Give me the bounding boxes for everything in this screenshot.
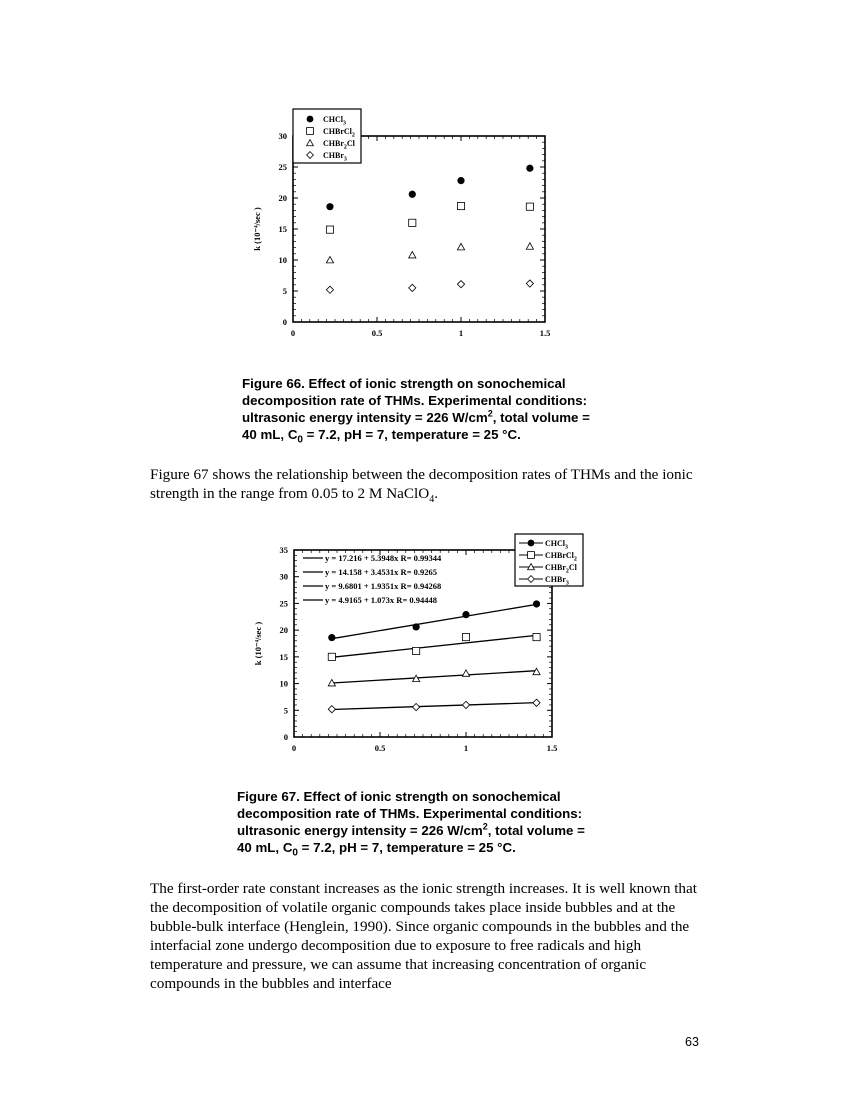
fig67-point-s3-p1 (413, 703, 420, 710)
fig66-legend-label-3-part-0: CHBr (323, 151, 344, 160)
fig66-point-s2-p2 (457, 243, 464, 249)
fig67-fit-line-1 (332, 635, 537, 657)
fig66-point-s3-p1 (409, 284, 416, 291)
figure-67-caption-line-1: Effect of ionic strength on sonochemical (303, 789, 561, 804)
fig66-legend-label-1-part-0: CHBrCl (323, 127, 352, 136)
fig67-xtick-label: 0.5 (374, 743, 386, 753)
fig67-point-s1-p0 (328, 653, 335, 660)
fig66-point-s0-p1 (409, 191, 416, 198)
fig66-point-s0-p3 (526, 165, 533, 172)
figure-67-chart (0, 520, 850, 770)
fig66-xtick-label: 0 (290, 328, 296, 338)
fig66-point-s2-p3 (526, 243, 533, 249)
fig66-legend-label-2-part-2: Cl (346, 139, 355, 148)
figure-67-caption-line-3a: ultrasonic energy intensity = 226 W/cm (237, 823, 483, 838)
fig67-legend-label-2-part-0: CHBr (545, 563, 566, 572)
fig66-ytick-label: 15 (278, 224, 287, 234)
paragraph-2: The first-order rate constant increases as the ionic strength increases. It is well known that the decomposition of volatile organic compounds takes place inside bubbles and at the bubble-bulk interface (Henglein, 1990). Since organic compounds in the bubbles and the interfacial zone undergo decomposition due to exposure to free radicals and high temperature and pressure, we can assume that increasing concentration of organic compounds in the bubbles and interface (150, 880, 697, 992)
fig66-point-s1-p2 (457, 202, 464, 209)
fig66-point-s1-p3 (526, 203, 533, 210)
fig66-ytick-label: 0 (282, 317, 287, 327)
fig66-ytick-label: 10 (278, 255, 287, 265)
fig67-equation-3: y = 4.9165 + 1.073x R= 0.94448 (325, 595, 438, 605)
fig66-xtick-label: 1.5 (539, 328, 551, 338)
figure-67-label: Figure 67. (237, 789, 300, 804)
fig67-ytick-label: 20 (279, 625, 288, 636)
figure-66-caption-line-3a: ultrasonic energy intensity = 226 W/cm (242, 410, 488, 425)
fig67-legend-label-1-part-1: 2 (573, 556, 577, 563)
figure-66-chart (0, 0, 850, 360)
fig67-ytick-label: 0 (283, 732, 288, 742)
figure-67-caption-sup: 2 (482, 821, 488, 832)
fig67-point-s1-p2 (462, 633, 469, 640)
fig66-xtick-label: 0.5 (371, 328, 383, 338)
fig67-ytick-label: 10 (279, 678, 288, 689)
fig67-legend-marker-1 (528, 552, 535, 559)
fig66-legend-label-3-part-1: 3 (343, 156, 347, 163)
fig67-legend-label-0-part-1: 3 (565, 544, 568, 551)
page-number: 63 (685, 1035, 699, 1049)
fig67-point-s3-p0 (328, 706, 335, 713)
fig66-legend-label-0-part-1: 3 (343, 120, 346, 127)
figure-67-caption (237, 788, 617, 859)
figure-67-svg (0, 520, 850, 770)
fig67-legend-marker-0 (528, 540, 535, 547)
fig67-ytick-label: 5 (283, 705, 288, 716)
fig66-legend-label-1-part-1: 2 (351, 132, 355, 139)
fig67-ytick-label: 35 (279, 545, 288, 555)
fig67-point-s3-p2 (462, 701, 469, 708)
fig67-xtick-label: 1.5 (546, 743, 558, 753)
fig67-y-axis-label: k (10⁻⁴/sec ) (253, 621, 263, 666)
figure-67-caption-sub: 0 (292, 847, 298, 859)
fig67-fit-line-0 (332, 604, 537, 638)
fig66-point-s2-p1 (409, 251, 416, 257)
fig67-point-s2-p2 (462, 670, 469, 676)
fig66-legend-label-2-part-1: 2 (343, 144, 347, 151)
fig67-equation-2: y = 9.6801 + 1.9351x R= 0.94268 (325, 581, 442, 591)
fig67-xtick-label: 1 (463, 743, 469, 753)
fig66-point-s1-p1 (409, 219, 416, 226)
fig66-point-s0-p0 (326, 203, 333, 210)
fig66-xtick-label: 1 (458, 328, 464, 338)
fig66-legend-label-2-part-0: CHBr (323, 139, 344, 148)
fig66-point-s0-p2 (457, 177, 464, 184)
fig67-legend-label-3-part-0: CHBr (545, 575, 566, 584)
fig66-point-s3-p3 (526, 280, 533, 287)
fig67-point-s0-p3 (533, 600, 540, 607)
figure-66-label: Figure 66. (242, 376, 305, 391)
fig67-ytick-label: 15 (279, 651, 288, 662)
paragraph-1-sub: 4 (429, 494, 435, 506)
fig67-legend-label-0-part-0: CHCl (545, 539, 565, 548)
figure-66-caption-line-3b: , total volume = (492, 410, 590, 425)
figure-66-caption (242, 375, 622, 446)
fig67-legend-label-3-part-1: 3 (565, 580, 569, 587)
fig67-legend-label-2-part-1: 2 (565, 568, 569, 575)
fig67-ytick-label: 25 (279, 598, 288, 609)
figure-66-caption-sub: 0 (297, 434, 303, 446)
fig66-ytick-label: 20 (278, 193, 287, 203)
fig67-ytick-label: 30 (279, 571, 288, 582)
fig67-fit-line-3 (332, 703, 537, 710)
fig67-equations (303, 553, 442, 605)
fig66-point-s1-p0 (326, 226, 333, 233)
fig66-legend (293, 109, 361, 163)
fig67-fit-line-2 (332, 671, 537, 683)
figure-66-caption-line-1: Effect of ionic strength on sonochemical (308, 376, 566, 391)
figure-67-caption-line-4b: = 7.2, pH = 7, temperature = 25 °C. (297, 840, 516, 855)
fig67-point-s0-p0 (328, 634, 335, 641)
fig66-point-s3-p2 (457, 281, 464, 288)
figure-67-caption-line-2: decomposition rate of THMs. Experimental conditions: (237, 806, 583, 821)
paragraph-1 (150, 465, 710, 506)
figure-66-caption-line-4a: 40 mL, C (242, 427, 298, 442)
fig66-point-s2-p0 (326, 256, 333, 262)
fig67-point-s0-p1 (413, 623, 420, 630)
fig66-point-s3-p0 (326, 286, 333, 293)
fig66-ytick-label: 30 (278, 131, 287, 141)
figure-66-caption-line-4b: = 7.2, pH = 7, temperature = 25 °C. (302, 427, 521, 442)
fig67-legend (515, 534, 583, 587)
fig66-legend-marker-0 (307, 116, 314, 123)
figure-67-caption-line-4a: 40 mL, C (237, 840, 293, 855)
fig66-ytick-label: 25 (278, 162, 287, 172)
fig67-point-s1-p3 (533, 633, 540, 640)
fig66-legend-marker-1 (307, 128, 314, 135)
fig66-ytick-label: 5 (282, 286, 287, 296)
figure-66-caption-sup: 2 (487, 408, 493, 419)
figure-66-svg (0, 0, 850, 360)
fig67-point-s0-p2 (462, 611, 469, 618)
fig66-y-axis-label: k (10⁻⁴/sec ) (252, 207, 262, 251)
fig67-equation-1: y = 14.158 + 3.4531x R= 0.9265 (325, 567, 438, 577)
paragraph-1-text: Figure 67 shows the relationship between the decomposition rates of THMs and the ionic strength in the range from 0.05 to 2 M NaClO (150, 466, 693, 502)
fig66-legend-label-0-part-0: CHCl (323, 115, 343, 124)
fig67-point-s3-p3 (533, 699, 540, 706)
fig67-equation-0: y = 17.216 + 5.3948x R= 0.99344 (325, 553, 442, 563)
figure-66-caption-line-2: decomposition rate of THMs. Experimental conditions: (242, 393, 588, 408)
figure-67-caption-line-3b: , total volume = (487, 823, 585, 838)
fig67-xtick-label: 0 (291, 743, 297, 753)
fig67-legend-label-1-part-0: CHBrCl (545, 551, 574, 560)
fig67-legend-label-2-part-2: Cl (568, 563, 577, 572)
fig67-point-s1-p1 (413, 647, 420, 654)
paragraph-1-end: . (434, 485, 439, 502)
